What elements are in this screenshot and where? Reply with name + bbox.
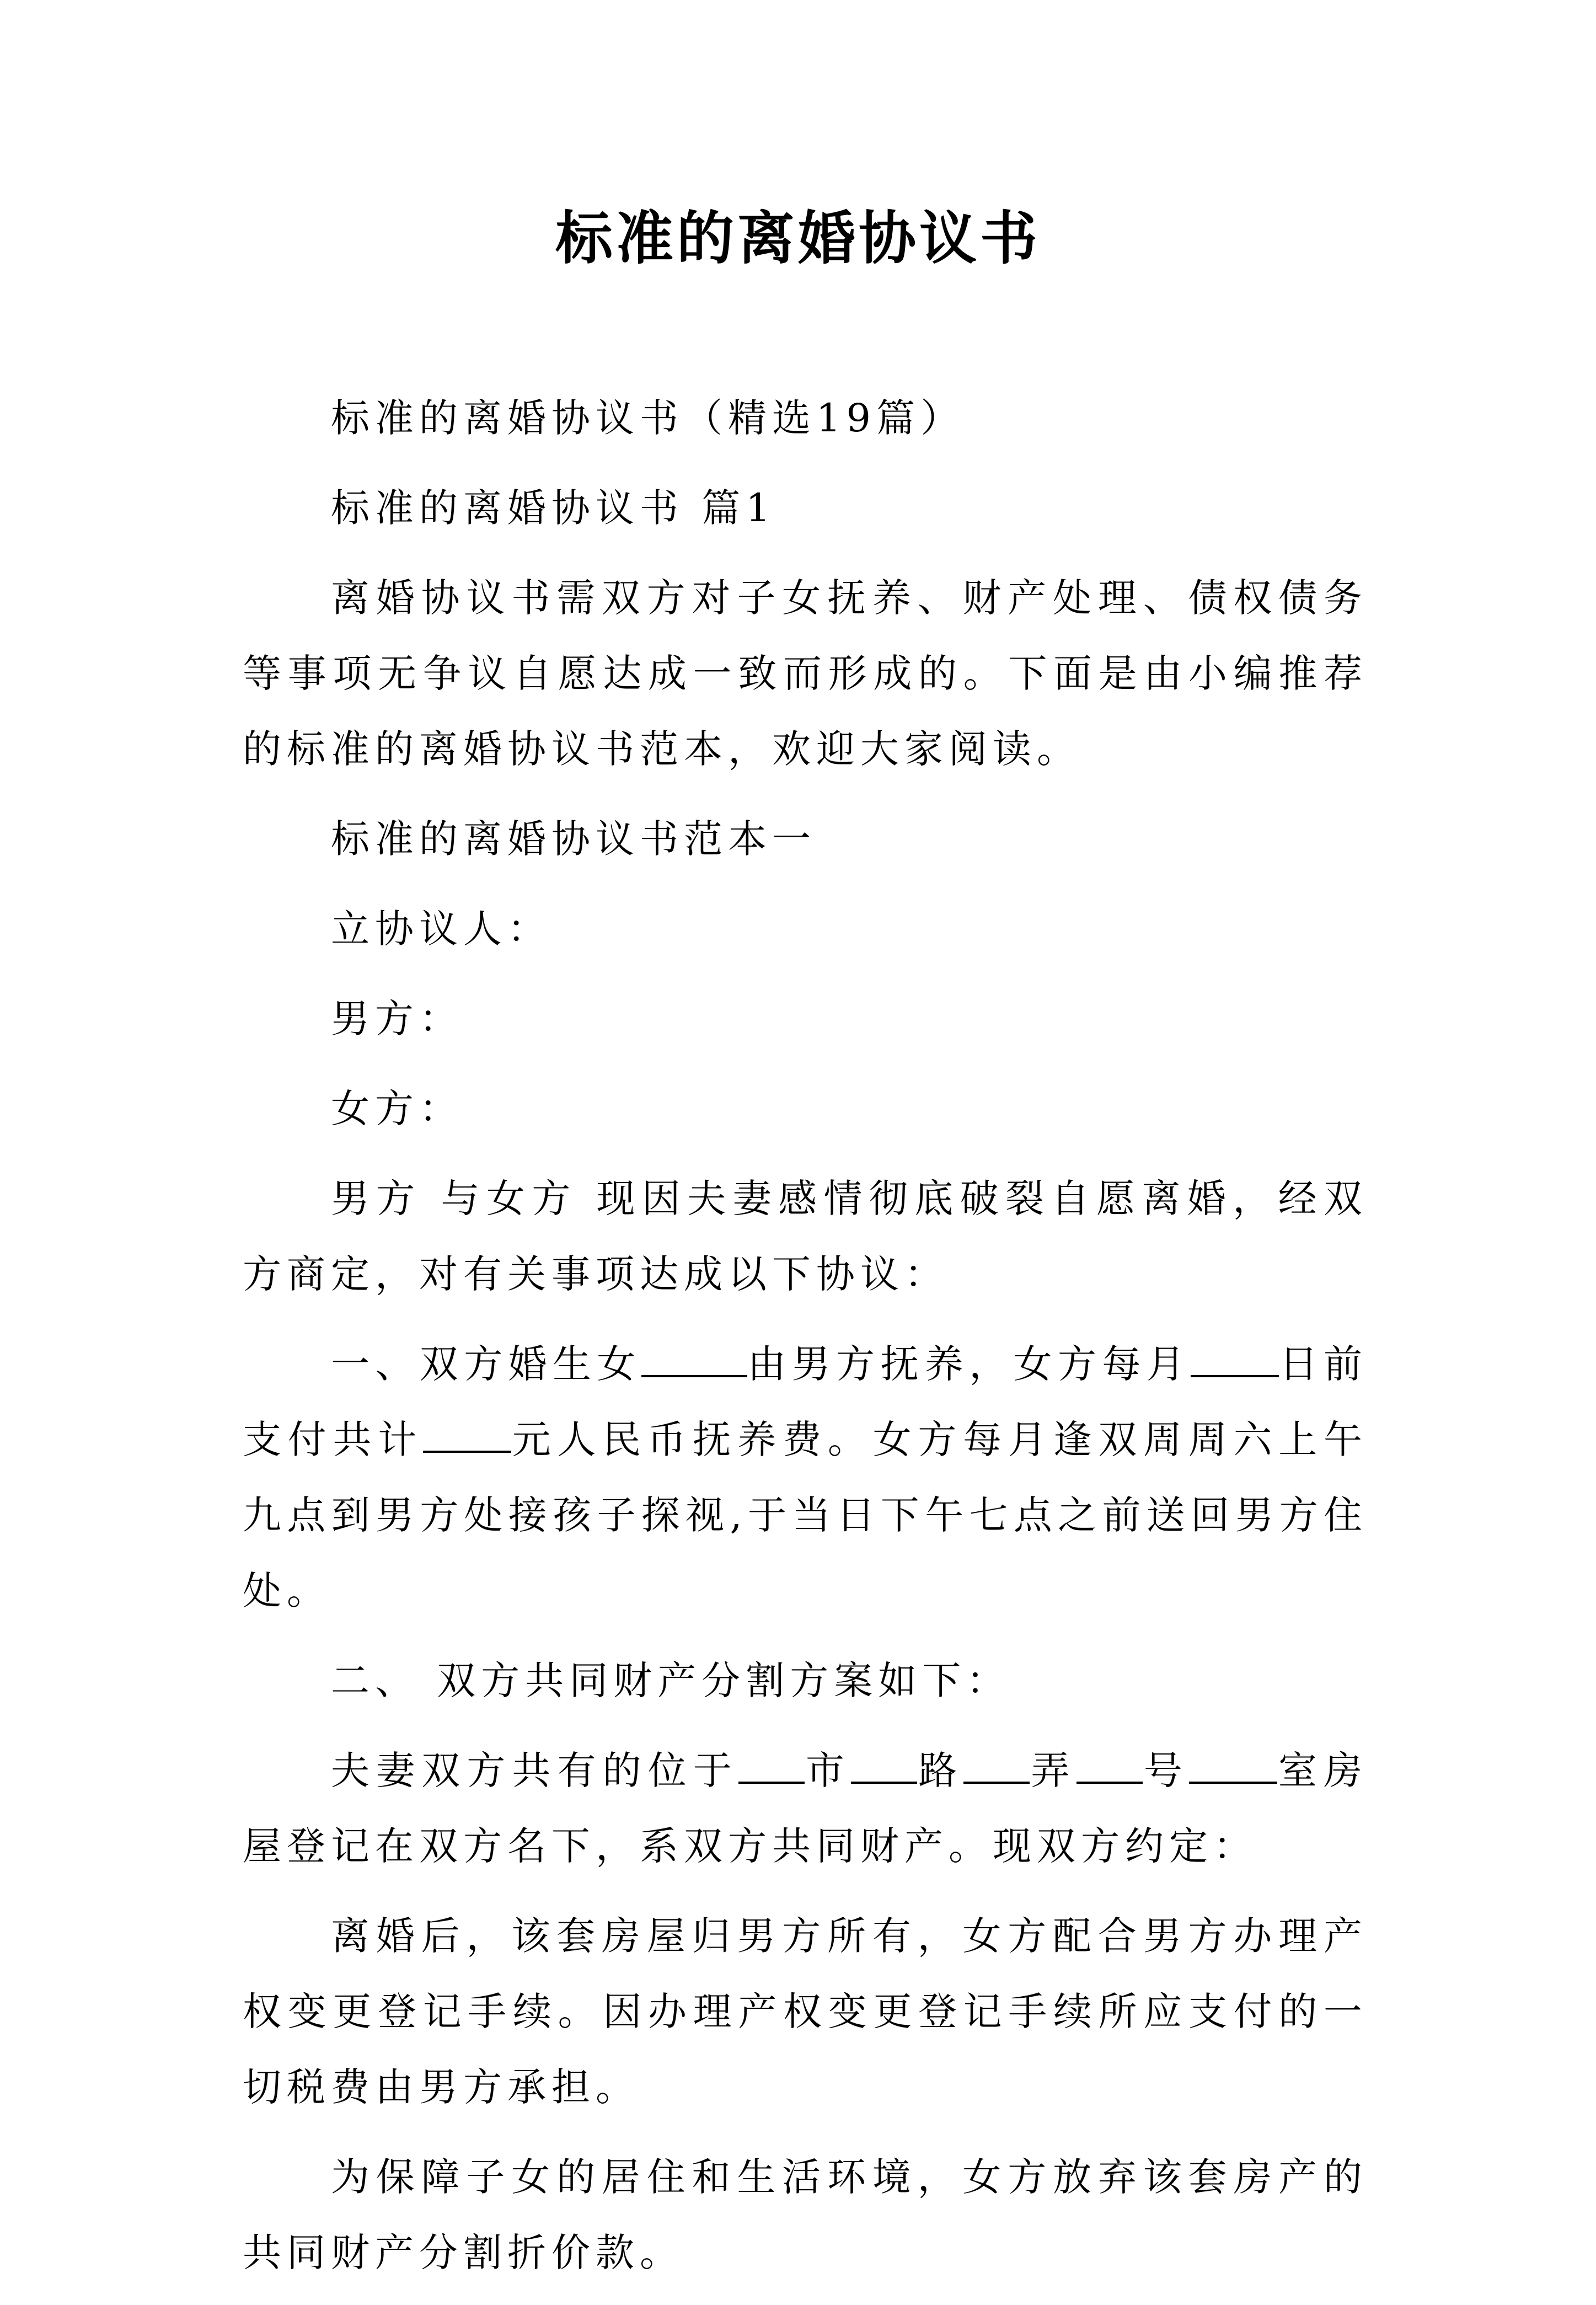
text-segment: 元人民币抚养费。女方每月逢双周周六上午九点到男方处接孩子探视,于当日下午七点之前送回男方住处。 — [243, 1417, 1368, 1613]
fill-in-blank — [641, 1342, 747, 1377]
paragraph-male-party: 男方： — [331, 996, 463, 1041]
paragraph-female-party: 女方： — [331, 1086, 463, 1131]
document-title: 标准的离婚协议书 — [555, 204, 1041, 272]
fill-in-blank — [1077, 1748, 1143, 1784]
paragraph-property-heading: 二、 双方共同财产分割方案如下： — [331, 1658, 1011, 1703]
fill-in-blank — [851, 1748, 917, 1784]
text-segment: 室房屋登记在双方名下，系双方共同财产。现双方约定： — [243, 1748, 1368, 1869]
paragraph-property-waiver: 为保障子女的居住和生活环境，女方放弃该套房产的共同财产分割折价款。 — [243, 2154, 1368, 2275]
text-segment: 路 — [917, 1748, 964, 1793]
paragraph-article-heading: 标准的离婚协议书 篇1 — [331, 485, 776, 531]
paragraph-template-heading: 标准的离婚协议书范本一 — [331, 816, 816, 862]
paragraph-selection-heading: 标准的离婚协议书（精选19篇） — [331, 395, 965, 441]
paragraph-child-custody — [243, 1327, 1368, 1629]
fill-in-blank — [963, 1748, 1030, 1784]
text-segment: 市 — [804, 1748, 851, 1793]
fill-in-blank — [1189, 1748, 1277, 1784]
text-segment: 一、双方婚生女 — [331, 1341, 641, 1387]
text-segment: 夫妻双方共有的位于 — [331, 1748, 738, 1793]
paragraph-property-ownership: 离婚后，该套房屋归男方所有，女方配合男方办理产权变更登记手续。因办理产权变更登记手续所应支付的一切税费由男方承担。 — [243, 1913, 1368, 2110]
text-segment: 由男方抚养，女方每月 — [747, 1341, 1191, 1387]
paragraph-property-address — [243, 1733, 1368, 1884]
paragraph-intro: 离婚协议书需双方对子女抚养、财产处理、债权债务等事项无争议自愿达成一致而形成的。下面是由小编推荐的标准的离婚协议书范本，欢迎大家阅读。 — [243, 575, 1368, 772]
text-segment: 弄 — [1030, 1748, 1077, 1793]
text-segment: 日前支付共计 — [243, 1341, 1368, 1462]
paragraph-parties-label: 立协议人： — [331, 906, 551, 951]
text-segment: 号 — [1142, 1748, 1189, 1793]
fill-in-blank — [423, 1418, 511, 1453]
fill-in-blank — [1191, 1342, 1279, 1377]
document-body — [243, 381, 1368, 2305]
paragraph-agreement-preamble: 男方 与女方 现因夫妻感情彻底破裂自愿离婚，经双方商定，对有关事项达成以下协议： — [243, 1176, 1368, 1297]
fill-in-blank — [738, 1748, 805, 1784]
